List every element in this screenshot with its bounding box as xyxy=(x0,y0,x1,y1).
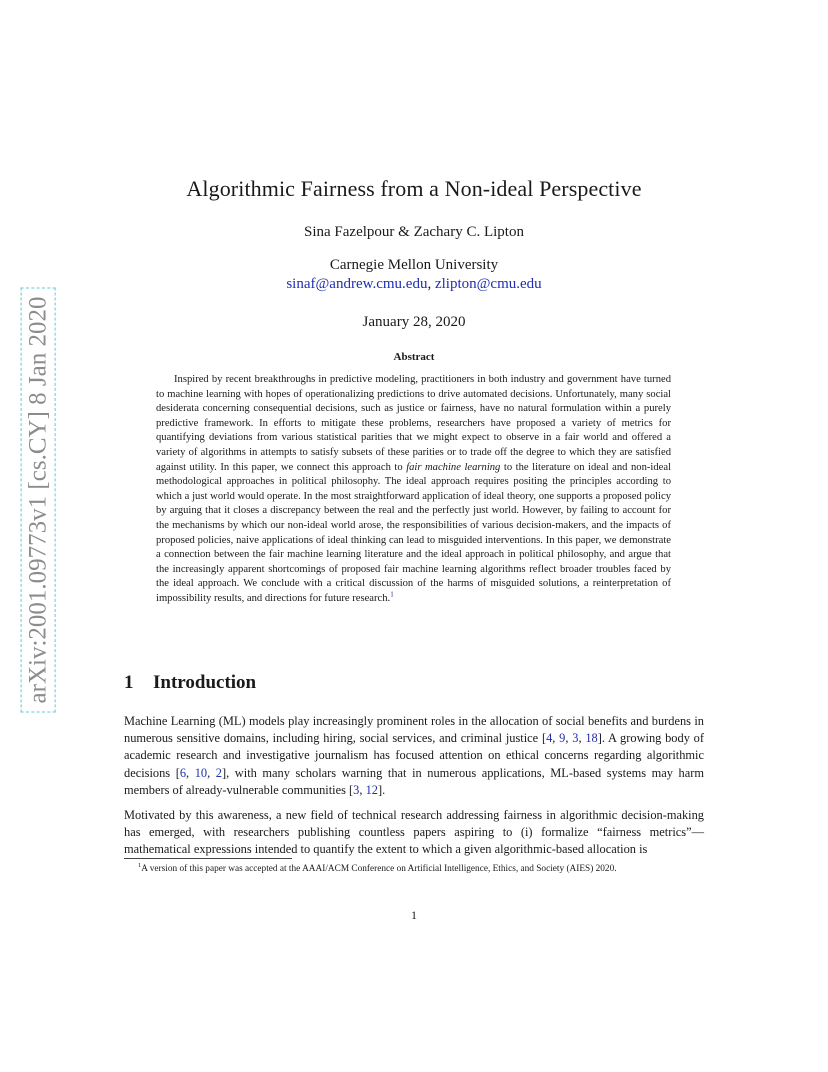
email-link-second[interactable]: zlipton@cmu.edu xyxy=(434,276,542,292)
abstract-text-part-2: to the literature on ideal and non-ideal methodological approaches in political philosophy. The ideal approach requires positing the principles according to which a just world would operate. In the most straightforward application of ideal theory, one supports a proposed policy by arguing that it closes a discrepancy between the real and the perfectly just world. However, by failing to account for the mechanisms by which our non-ideal world arose, the responsibilities of various decision-makers, and the impacts of proposed policies, naive applications of ideal thinking can lead to misguided interventions. In this paper, we demonstrate a connection between the fair machine learning literature and the ideal approach in political philosophy, and argue that the increasingly apparent shortcomings of proposed fair machine learning algorithms reflect broader troubles faced by the ideal approach. We conclude with a critical discussion of the harms of misguided solutions, a reinterpretation of impossibility results, and directions for future research. xyxy=(156,461,672,604)
intro-p1-text-1: Machine Learning (ML) models play increasingly prominent roles in the allocation of social benefits and burdens in numerous sensitive domains, including hiring, social services, and criminal justice [ xyxy=(124,714,704,746)
email-link-first[interactable]: sinaf@andrew.cmu.edu xyxy=(286,276,428,292)
citation-link[interactable]: 3 xyxy=(572,731,579,746)
author-emails xyxy=(0,276,828,293)
page-number: 1 xyxy=(411,908,417,922)
citation-link[interactable]: 3 xyxy=(353,782,360,797)
citation-link[interactable]: 10 xyxy=(194,765,208,780)
paper-title: Algorithmic Fairness from a Non-ideal Perspective xyxy=(186,176,642,201)
intro-p1-text-4: ]. xyxy=(377,782,386,797)
footnote xyxy=(138,862,617,874)
abstract-emphasis: fair machine learning xyxy=(406,461,501,473)
footnote-divider xyxy=(124,858,292,859)
citation-link[interactable]: 12 xyxy=(365,782,378,797)
author-names: Sina Fazelpour & Zachary C. Lipton xyxy=(304,224,524,240)
section-heading-introduction xyxy=(124,672,256,694)
citation-link[interactable]: 2 xyxy=(215,765,222,780)
intro-paragraph-1: Machine Learning (ML) models play increasingly prominent roles in the allocation of social benefits and burdens in numerous sensitive domains, including hiring, social services, and criminal justice [4, 9, 3, 18]. A growing body of academic research and investigative journalism has focused attention on ethical concerns regarding algorithmic decisions [6, 10, 2], with many scholars warning that in numerous applications, ML-based systems may harm members of already-vulnerable communities [3, 12]. xyxy=(124,714,704,797)
footnote-text: A version of this paper was accepted at the AAAI/ACM Conference on Artificial Intelligence, Ethics, and Society (AIES) 2020. xyxy=(141,864,617,875)
abstract-text-part-1: Inspired by recent breakthroughs in predictive modeling, practitioners in both industry and government have turned to machine learning with hopes of operationalizing predictions to drive automated decisions. Unfortunately, many social desiderata concerning consequential decisions, such as justice or fairness, have no natural formulation within a purely predictive framework. In efforts to mitigate these problems, researchers have proposed a variety of metrics for quantifying deviations from various statistical parities that we might expect to observe in a fair world and offered a variety of algorithms in attempts to satisfy subsets of these parities or to trade off the degree to which they are satisfied against utility. In this paper, we connect this approach to xyxy=(156,374,671,473)
intro-p1-text-2: ]. A growing body of academic research and investigative journalism has focused attention on ethical concerns regarding algorithmic decisions [ xyxy=(124,731,704,780)
paper-date: January 28, 2020 xyxy=(362,314,466,330)
intro-p1-text-3: ], with many scholars warning that in numerous applications, ML-based systems may harm members of already-vulnerable communities [ xyxy=(124,765,704,797)
abstract-heading: Abstract xyxy=(393,351,435,363)
email-separator: , xyxy=(427,276,435,292)
section-number: 1 xyxy=(124,672,134,693)
footnote-reference-mark[interactable]: 1 xyxy=(390,590,394,599)
arxiv-identifier-stamp[interactable]: arXiv:2001.09773v1 [cs.CY] 8 Jan 2020 xyxy=(21,288,56,713)
footnote-mark: 1 xyxy=(138,862,142,869)
abstract-text xyxy=(156,373,671,607)
citation-link[interactable]: 6 xyxy=(179,765,187,780)
citation-link[interactable]: 4 xyxy=(546,731,553,746)
citation-link[interactable]: 9 xyxy=(559,731,566,746)
section-title: Introduction xyxy=(153,672,257,693)
citation-link[interactable]: 18 xyxy=(585,731,598,746)
intro-paragraph-2: Motivated by this awareness, a new field of technical research addressing fairness in algorithmic decision-making has emerged, with researchers publishing countless papers aspiring to (i) formalize “fairness metrics”—mathematical expressions intended to quantify the extent to which a given algorithmic-based allocation is xyxy=(124,808,704,857)
author-affiliation: Carnegie Mellon University xyxy=(329,257,499,273)
